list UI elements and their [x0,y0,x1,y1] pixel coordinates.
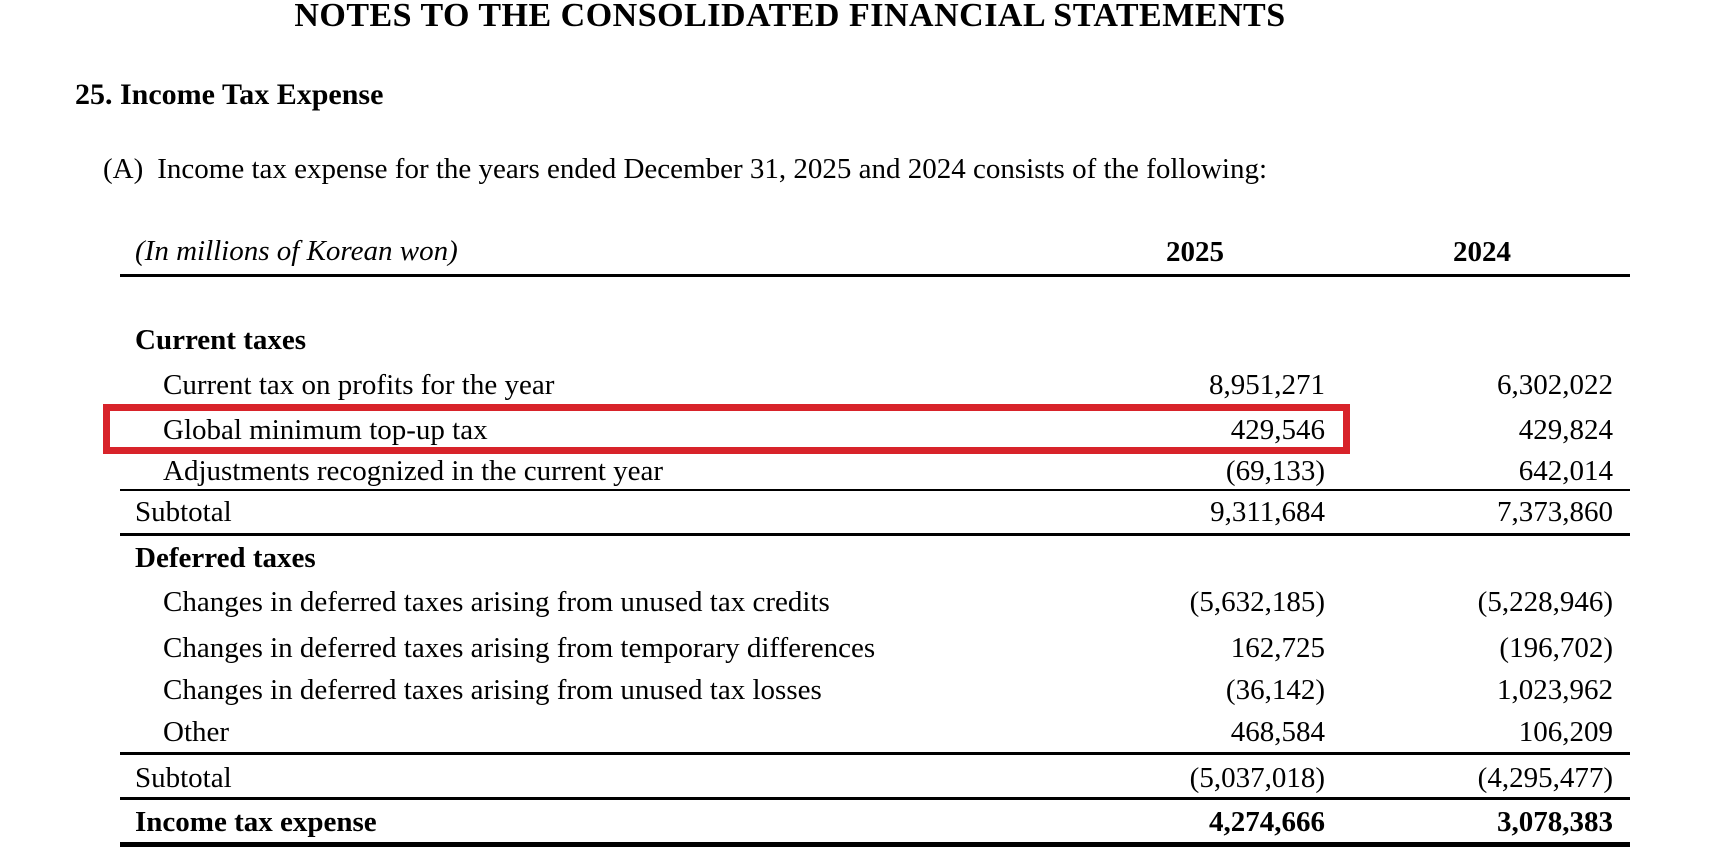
table-row [120,632,1630,668]
value-2025: (36,142) [1225,674,1325,706]
value-2025: 4,274,666 [1209,806,1325,838]
value-2024: 1,023,962 [1497,674,1613,706]
section-heading: 25. Income Tax Expense [75,78,384,111]
row-label: Current tax on profits for the year [163,369,555,401]
row-label: Subtotal [135,762,232,794]
row-label: Subtotal [135,496,232,528]
row-label: Income tax expense [135,806,377,838]
table-row-total [120,806,1630,842]
row-label: Changes in deferred taxes arising from unused tax credits [163,586,830,618]
table-row-subtotal [120,496,1630,532]
value-2024: 106,209 [1518,716,1613,748]
table-row [120,716,1630,752]
table-rule [120,797,1630,800]
row-label: Changes in deferred taxes arising from temporary differences [163,632,876,664]
table-row [120,324,1630,360]
table-row-subtotal [120,762,1630,798]
value-2025: 162,725 [1230,632,1325,664]
value-2025: (69,133) [1225,455,1325,487]
value-2024: (5,228,946) [1477,586,1613,618]
table-row-highlighted [120,414,1630,450]
value-2024: 3,078,383 [1497,806,1613,838]
value-2024: (196,702) [1499,632,1613,664]
table-row [120,586,1630,622]
value-2025: 8,951,271 [1209,369,1325,401]
value-2024: 429,824 [1518,414,1613,446]
document-title: NOTES TO THE CONSOLIDATED FINANCIAL STATEMENTS [294,0,1286,34]
table-rule-bottom [120,842,1630,847]
value-2025: (5,632,185) [1189,586,1325,618]
intro-enum: (A) [103,153,144,185]
value-2024: (4,295,477) [1477,762,1613,794]
intro-line [103,153,1267,186]
row-label: Global minimum top-up tax [163,414,488,446]
value-2025: 468,584 [1230,716,1325,748]
column-header-2025: 2025 [1166,236,1224,268]
intro-text: Income tax expense for the years ended December 31, 2025 and 2024 consists of the following: [157,153,1267,185]
row-label: Adjustments recognized in the current year [163,455,664,487]
table-rule [120,752,1630,755]
value-2024: 6,302,022 [1497,369,1613,401]
table-rule-header [120,274,1630,277]
table-row [120,369,1630,405]
row-label: Current taxes [135,324,307,356]
column-header-2024: 2024 [1453,236,1511,268]
value-2025: 9,311,684 [1210,496,1325,528]
table-row [120,455,1630,491]
row-label: Other [163,716,230,748]
table-row [120,674,1630,710]
row-label: Changes in deferred taxes arising from unused tax losses [163,674,822,706]
unit-note: (In millions of Korean won) [135,235,458,267]
table-rule [120,533,1630,536]
value-2024: 642,014 [1518,455,1613,487]
value-2025: (5,037,018) [1189,762,1325,794]
table-rule [120,489,1630,491]
value-2024: 7,373,860 [1497,496,1613,528]
table-row [120,542,1630,578]
row-label: Deferred taxes [135,542,316,574]
value-2025: 429,546 [1230,414,1325,446]
